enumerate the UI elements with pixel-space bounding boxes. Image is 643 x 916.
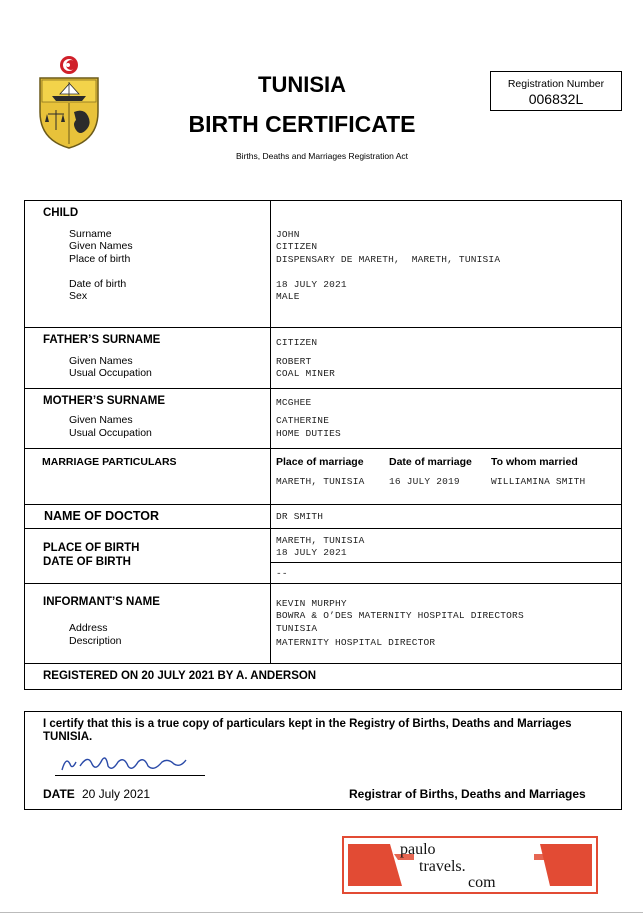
registrar-signature [58, 750, 198, 776]
child-given-names-value: CITIZEN [276, 241, 318, 252]
column-divider [270, 200, 271, 663]
marriage-date-value: 16 JULY 2019 [389, 476, 460, 487]
place-of-birth-heading: PLACE OF BIRTH [43, 542, 140, 554]
mother-given-names-label: Given Names [69, 414, 133, 426]
mother-surname-value: MCGHEE [276, 397, 312, 408]
child-surname-label: Surname [69, 228, 112, 240]
informant-name-heading: INFORMANT’S NAME [43, 596, 160, 608]
informant-description-value: MATERNITY HOSPITAL DIRECTOR [276, 637, 436, 648]
row-divider [24, 504, 622, 505]
row-divider [24, 327, 622, 328]
page-edge [0, 912, 643, 913]
child-surname-value: JOHN [276, 229, 300, 240]
married-to-label: To whom married [491, 456, 578, 468]
logo-text-line2: travels. [419, 858, 466, 875]
child-place-of-birth-value: DISPENSARY DE MARETH, MARETH, TUNISIA [276, 254, 501, 265]
doctor-name-value: DR SMITH [276, 511, 324, 522]
father-given-names-label: Given Names [69, 355, 133, 367]
informant-address-line1: BOWRA & O’DES MATERNITY HOSPITAL DIRECTORS [276, 610, 524, 621]
row-divider [24, 663, 622, 664]
certification-text: I certify that this is a true copy of particulars kept in the Registry of Births, Deaths and Marriages TUNISIA. [43, 718, 572, 743]
logo-text-line3: com [468, 874, 496, 891]
paulotravels-logo [342, 836, 598, 894]
registrar-title: Registrar of Births, Deaths and Marriages [349, 787, 586, 801]
registration-number-label: Registration Number [507, 78, 605, 90]
informant-name-value: KEVIN MURPHY [276, 598, 347, 609]
child-place-of-birth-label: Place of birth [69, 253, 131, 265]
row-divider [24, 528, 622, 529]
father-given-names-value: ROBERT [276, 356, 312, 367]
informant-description-label: Description [69, 635, 122, 647]
informant-address-line2: TUNISIA [276, 623, 318, 634]
registration-number-value: 006832L [528, 91, 584, 107]
row-divider [24, 388, 622, 389]
marriage-date-label: Date of marriage [389, 456, 472, 468]
marriage-particulars-heading: MARRIAGE PARTICULARS [42, 456, 177, 468]
father-occupation-value: COAL MINER [276, 368, 336, 379]
row-divider [24, 448, 622, 449]
married-to-value: WILLIAMINA SMITH [491, 476, 586, 487]
row-divider [24, 583, 622, 584]
place-of-birth-value: MARETH, TUNISIA [276, 535, 365, 546]
mother-occupation-label: Usual Occupation [69, 427, 152, 439]
date-of-birth-value: 18 JULY 2021 [276, 547, 347, 558]
marriage-place-label: Place of marriage [276, 456, 364, 468]
marriage-place-value: MARETH, TUNISIA [276, 476, 365, 487]
act-subtitle: Births, Deaths and Marriages Registration Act [236, 151, 408, 161]
document-title: BIRTH CERTIFICATE [188, 111, 416, 137]
country-title: TUNISIA [258, 72, 346, 97]
doctor-heading: NAME OF DOCTOR [44, 509, 160, 523]
informant-address-label: Address [69, 622, 108, 634]
father-surname-heading: FATHER’S SURNAME [43, 334, 161, 346]
mother-surname-heading: MOTHER’S SURNAME [43, 395, 166, 407]
signature-line [55, 775, 205, 776]
certification-date-label: DATE [43, 787, 75, 801]
child-date-of-birth-value: 18 JULY 2021 [276, 279, 347, 290]
child-sex-value: MALE [276, 291, 300, 302]
mother-occupation-value: HOME DUTIES [276, 428, 341, 439]
birth-extra-value: -- [276, 568, 288, 579]
date-of-birth-heading: DATE OF BIRTH [43, 556, 131, 568]
father-surname-value: CITIZEN [276, 337, 318, 348]
registration-number-box [490, 71, 622, 111]
registered-statement: REGISTERED ON 20 JULY 2021 BY A. ANDERSON [43, 670, 317, 682]
mother-given-names-value: CATHERINE [276, 415, 330, 426]
coat-of-arms-emblem [36, 54, 102, 150]
child-heading: CHILD [43, 207, 79, 219]
child-sex-label: Sex [69, 290, 88, 302]
certification-date-value: 20 July 2021 [82, 787, 151, 801]
father-occupation-label: Usual Occupation [69, 367, 152, 379]
child-date-of-birth-label: Date of birth [69, 278, 127, 290]
row-divider [270, 562, 622, 563]
child-given-names-label: Given Names [69, 240, 133, 252]
logo-text-line1: paulo [400, 841, 436, 858]
